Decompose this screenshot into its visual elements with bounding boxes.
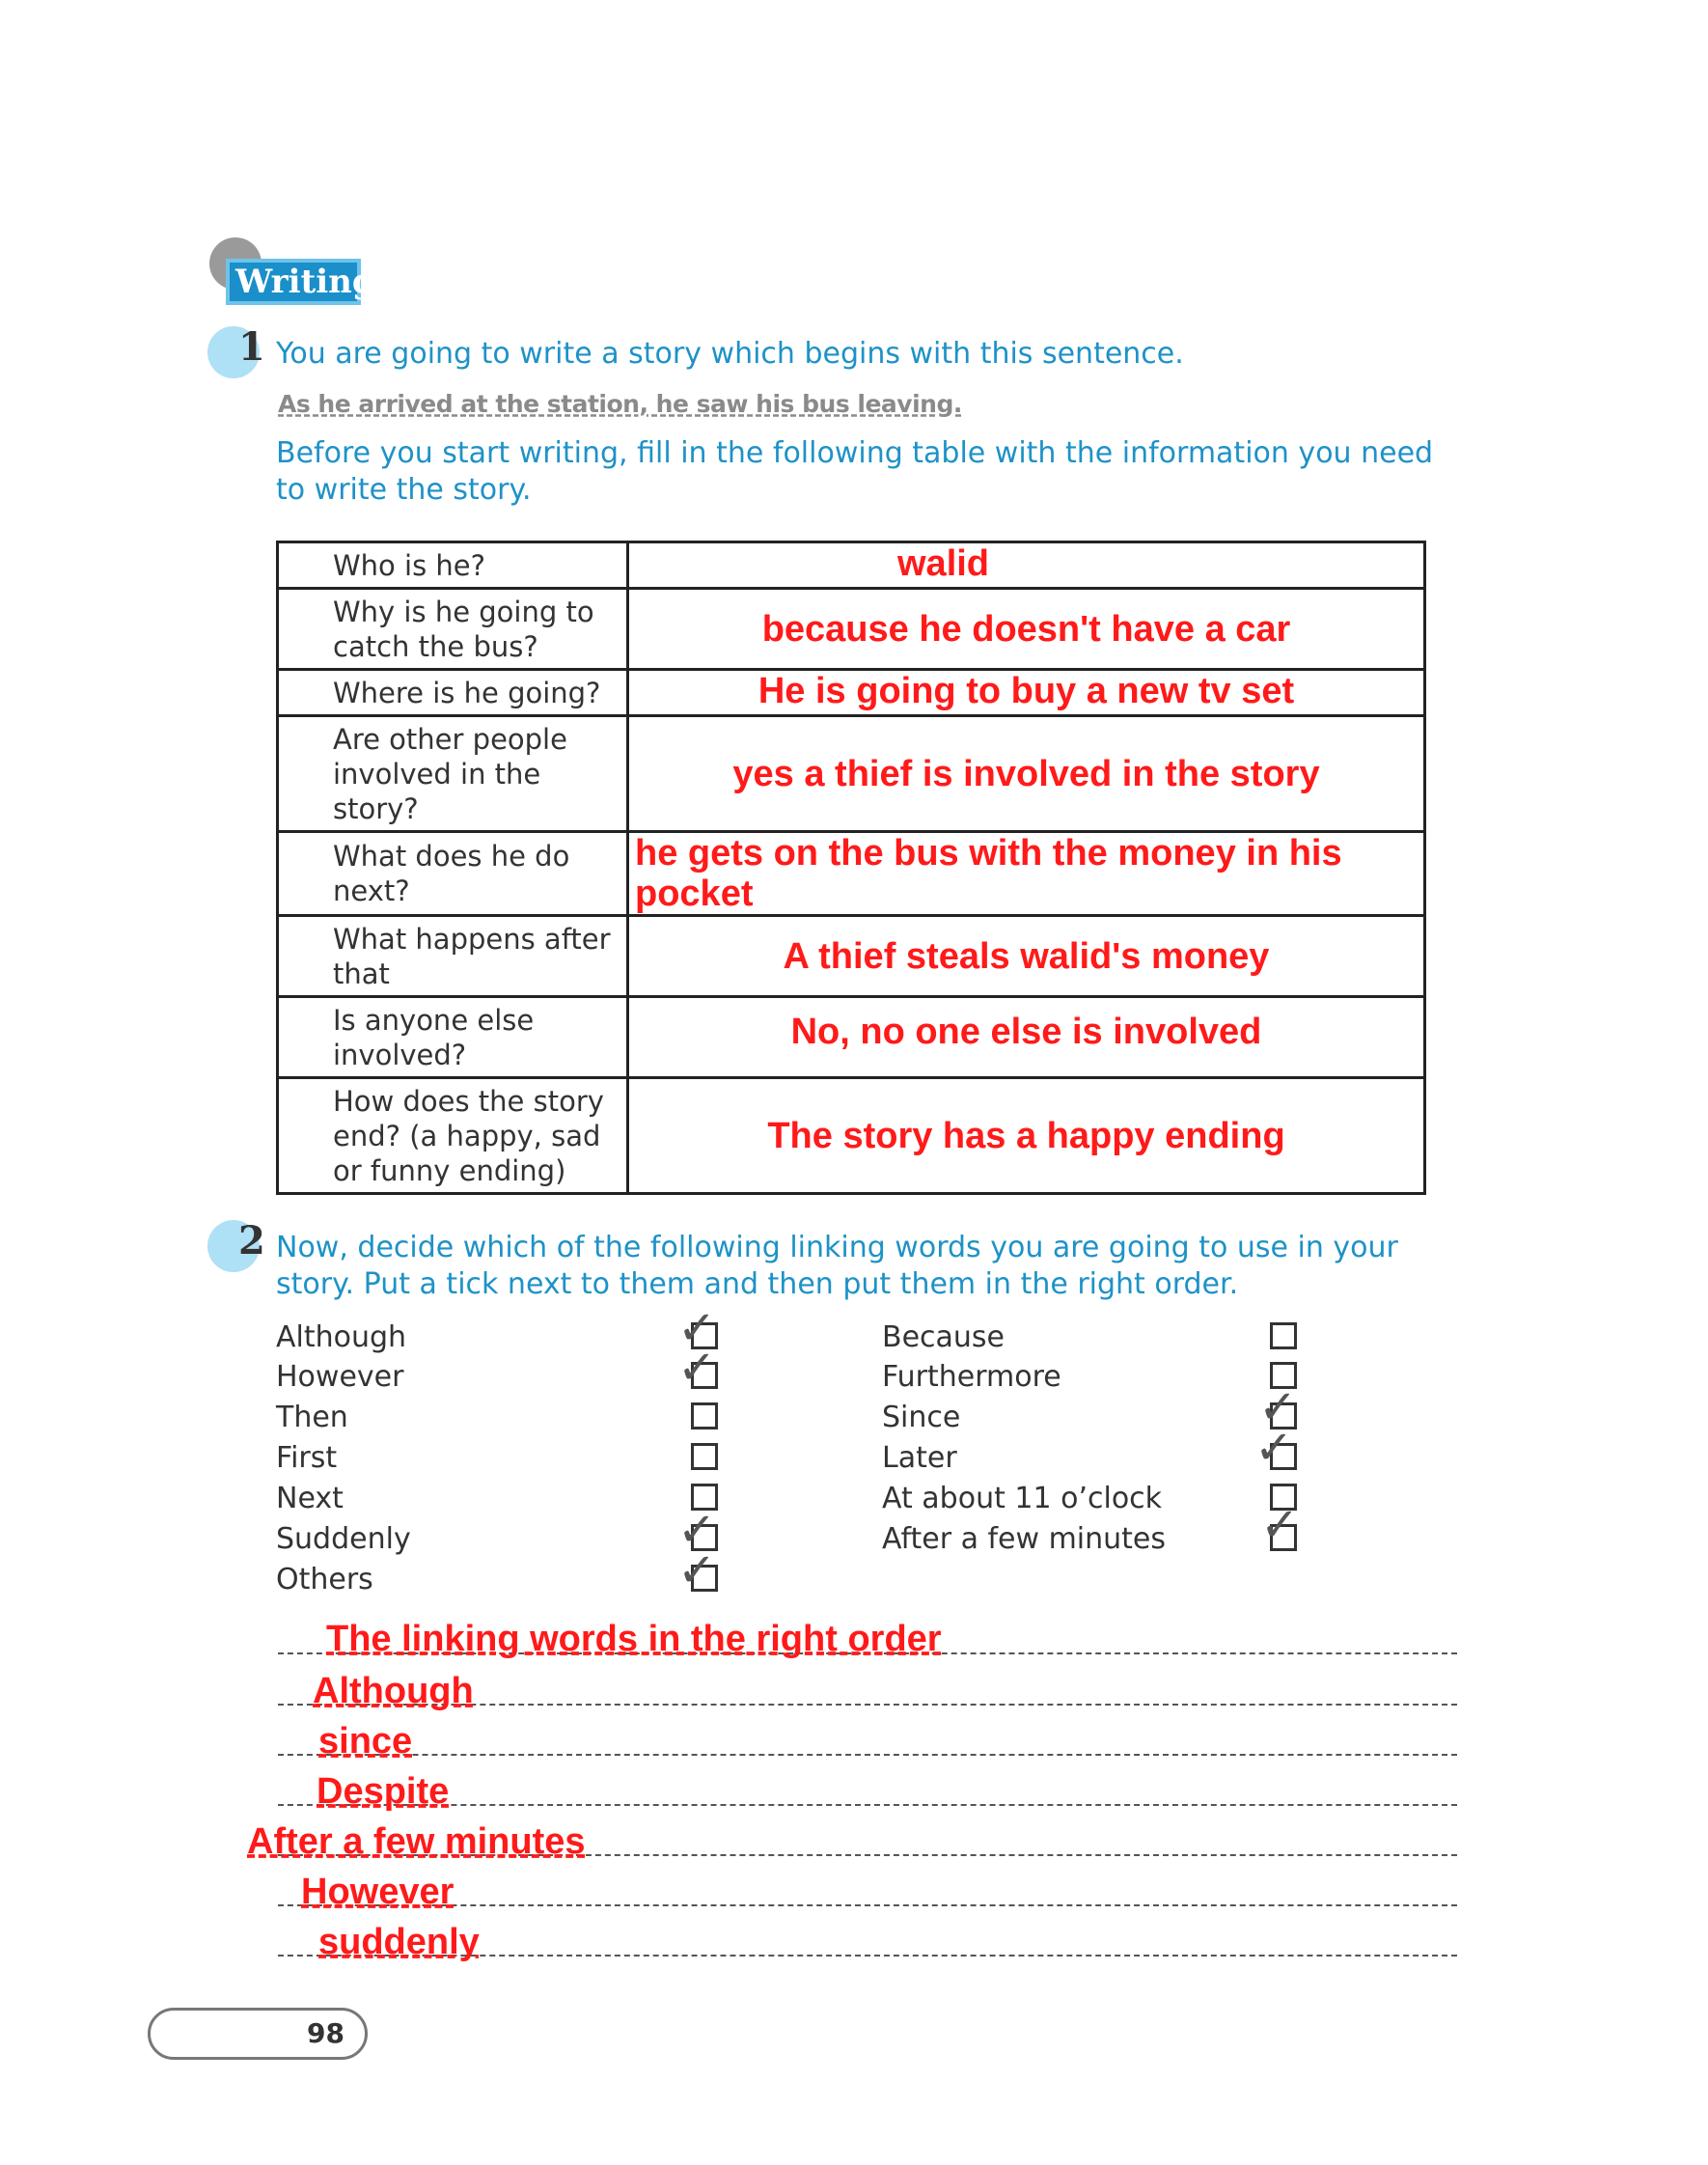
order-answer[interactable]: After a few minutes	[247, 1821, 586, 1862]
table-row	[278, 542, 1425, 589]
order-answer[interactable]: Although	[313, 1671, 474, 1711]
exercise-2-number: 2	[238, 1218, 265, 1263]
checkmark-icon: ✓	[677, 1301, 717, 1355]
linking-word: After a few minutes	[882, 1522, 1167, 1556]
exercise-1-instruction: You are going to write a story which begins with this sentence.	[276, 337, 1184, 371]
writing-line	[278, 1754, 1457, 1756]
order-answer[interactable]: Despite	[317, 1771, 450, 1812]
checkmark-icon: ✓	[1260, 1498, 1300, 1552]
linking-word: Next	[276, 1482, 344, 1515]
checkmark-icon: ✓	[1254, 1421, 1294, 1475]
question-cell: What does he do next?	[278, 832, 628, 916]
linking-word: Later	[882, 1441, 957, 1475]
linking-word: Then	[276, 1401, 348, 1434]
order-answer[interactable]: suddenly	[318, 1922, 480, 1962]
question-cell: Who is he?	[278, 542, 628, 589]
answer-cell[interactable]: yes a thief is involved in the story	[628, 716, 1425, 832]
checkbox[interactable]	[691, 1402, 718, 1429]
exercise-1-instruction-2: Before you start writing, fill in the following table with the information you need to write the story.	[276, 436, 1434, 507]
table-row	[278, 916, 1425, 997]
exercise-2-instruction: Now, decide which of the following linking words you are going to use in your story. Put a tick next to them and then put them in the right order.	[276, 1231, 1398, 1301]
table-row	[278, 716, 1425, 832]
linking-word: However	[276, 1360, 404, 1394]
linking-word: At about 11 o’clock	[882, 1482, 1163, 1515]
order-answer[interactable]: However	[301, 1872, 455, 1912]
linking-word: Others	[276, 1563, 373, 1596]
question-cell: Is anyone else involved?	[278, 997, 628, 1078]
order-answer[interactable]: since	[318, 1721, 413, 1762]
answer-cell[interactable]: walid	[628, 542, 1425, 589]
checkbox[interactable]	[691, 1443, 718, 1470]
answer-cell[interactable]: he gets on the bus with the money in his pocket	[628, 832, 1425, 916]
table-row	[278, 832, 1425, 916]
checkmark-icon: ✓	[1258, 1380, 1298, 1434]
table-row	[278, 670, 1425, 716]
given-sentence: As he arrived at the station, he saw his bus leaving.	[278, 390, 962, 418]
writing-line	[278, 1904, 1457, 1906]
question-cell: Are other people involved in the story?	[278, 716, 628, 832]
answer-cell[interactable]: because he doesn't have a car	[628, 589, 1425, 670]
question-cell: Why is he going to catch the bus?	[278, 589, 628, 670]
story-planning-table	[276, 541, 1426, 1195]
answer-cell[interactable]: A thief steals walid's money	[628, 916, 1425, 997]
answer-cell[interactable]: The story has a happy ending	[628, 1078, 1425, 1194]
linking-word: Furthermore	[882, 1360, 1061, 1394]
linking-word: Because	[882, 1320, 1006, 1354]
linking-word: Since	[882, 1401, 961, 1434]
linking-word: First	[276, 1441, 338, 1475]
question-cell: How does the story end? (a happy, sad or funny ending)	[278, 1078, 628, 1194]
checkmark-icon: ✓	[677, 1503, 717, 1557]
question-cell: Where is he going?	[278, 670, 628, 716]
question-cell: What happens after that	[278, 916, 628, 997]
linking-word: Suddenly	[276, 1522, 411, 1556]
answer-cell[interactable]: He is going to buy a new tv set	[628, 670, 1425, 716]
linking-word: Although	[276, 1320, 407, 1354]
table-row	[278, 1078, 1425, 1194]
checkbox[interactable]	[1270, 1322, 1297, 1349]
page-number: 98	[307, 2017, 344, 2049]
exercise-1-number: 1	[238, 324, 265, 370]
checkmark-icon: ✓	[677, 1341, 717, 1395]
table-row	[278, 997, 1425, 1078]
table-row	[278, 589, 1425, 670]
section-title: Writing	[226, 259, 361, 305]
writing-line	[278, 1804, 1457, 1806]
order-answer[interactable]: The linking words in the right order	[326, 1619, 942, 1659]
answer-cell[interactable]: No, no one else is involved	[628, 997, 1425, 1078]
checkmark-icon: ✓	[677, 1543, 717, 1597]
